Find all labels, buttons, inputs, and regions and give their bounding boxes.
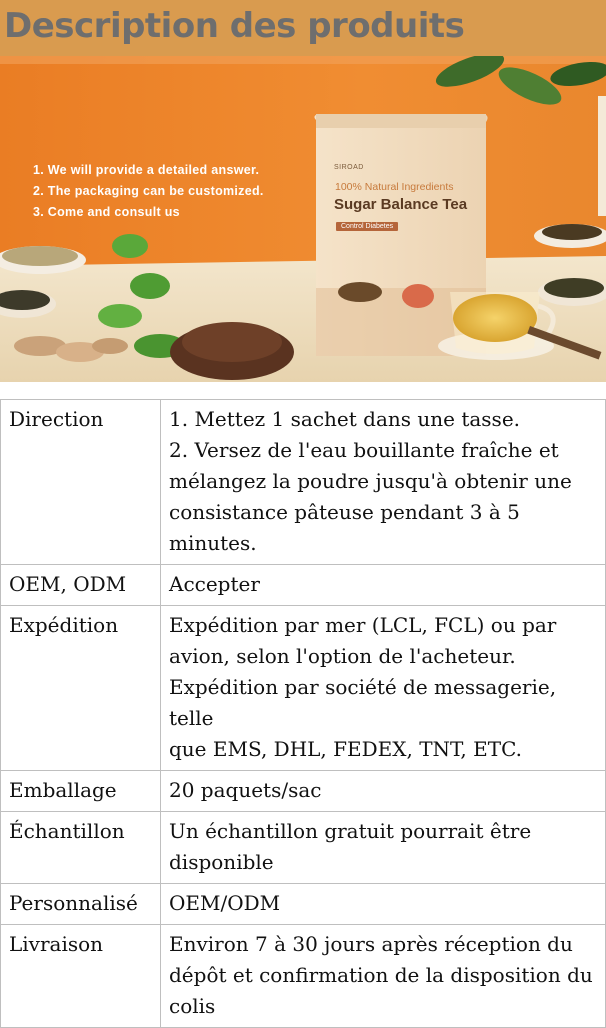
- row-value: [161, 812, 606, 884]
- value-line: avion, selon l'option de l'acheteur.: [169, 644, 516, 668]
- row-label: Personnalisé: [1, 884, 161, 925]
- value-line: Expédition par mer (LCL, FCL) ou par: [169, 613, 557, 637]
- row-value: [161, 925, 606, 1028]
- table-row: [1, 812, 606, 884]
- value-line: 2. Versez de l'eau bouillante fraîche et: [169, 438, 559, 462]
- row-value: [161, 400, 606, 565]
- pouch-product-name: Sugar Balance Tea: [334, 196, 468, 213]
- table-row: [1, 400, 606, 565]
- row-value: [161, 606, 606, 771]
- table-row: [1, 884, 606, 925]
- specs-table: [0, 399, 606, 1028]
- row-value: [161, 771, 606, 812]
- table-row: [1, 771, 606, 812]
- value-line: dépôt et confirmation de la disposition du: [169, 963, 593, 987]
- header-bar: [0, 0, 606, 56]
- value-line: 20 paquets/sac: [169, 778, 322, 802]
- row-label: Livraison: [1, 925, 161, 1028]
- promo-line: 2. The packaging can be customized.: [33, 184, 264, 198]
- value-line: que EMS, DHL, FEDEX, TNT, ETC.: [169, 737, 523, 761]
- value-line: consistance pâteuse pendant 3 à 5 minutes.: [169, 500, 520, 555]
- value-line: mélangez la poudre jusqu'à obtenir une: [169, 469, 572, 493]
- pouch-brand: SIROAD: [334, 164, 364, 171]
- value-line: OEM/ODM: [169, 891, 281, 915]
- promo-line: 1. We will provide a detailed answer.: [33, 163, 260, 177]
- promo-list: [33, 160, 264, 223]
- pouch-badge: Control Diabetes: [336, 222, 398, 231]
- row-label: Expédition: [1, 606, 161, 771]
- pouch-subtitle: 100% Natural Ingredients: [335, 181, 454, 193]
- table-row: [1, 925, 606, 1028]
- row-value: [161, 884, 606, 925]
- value-line: disponible: [169, 850, 274, 874]
- promo-line: 3. Come and consult us: [33, 205, 180, 219]
- value-line: colis: [169, 994, 216, 1018]
- row-label: OEM, ODM: [1, 565, 161, 606]
- row-value: [161, 565, 606, 606]
- table-row: [1, 565, 606, 606]
- value-line: Expédition par société de messagerie, telle: [169, 675, 557, 730]
- row-label: Emballage: [1, 771, 161, 812]
- row-label: Direction: [1, 400, 161, 565]
- value-line: Environ 7 à 30 jours après réception du: [169, 932, 573, 956]
- product-banner-image: [0, 56, 606, 382]
- value-line: Accepter: [169, 572, 260, 596]
- page-title: Description des produits: [4, 6, 465, 46]
- table-row: [1, 606, 606, 771]
- row-label: Échantillon: [1, 812, 161, 884]
- value-line: 1. Mettez 1 sachet dans une tasse.: [169, 407, 521, 431]
- value-line: Un échantillon gratuit pourrait être: [169, 819, 532, 843]
